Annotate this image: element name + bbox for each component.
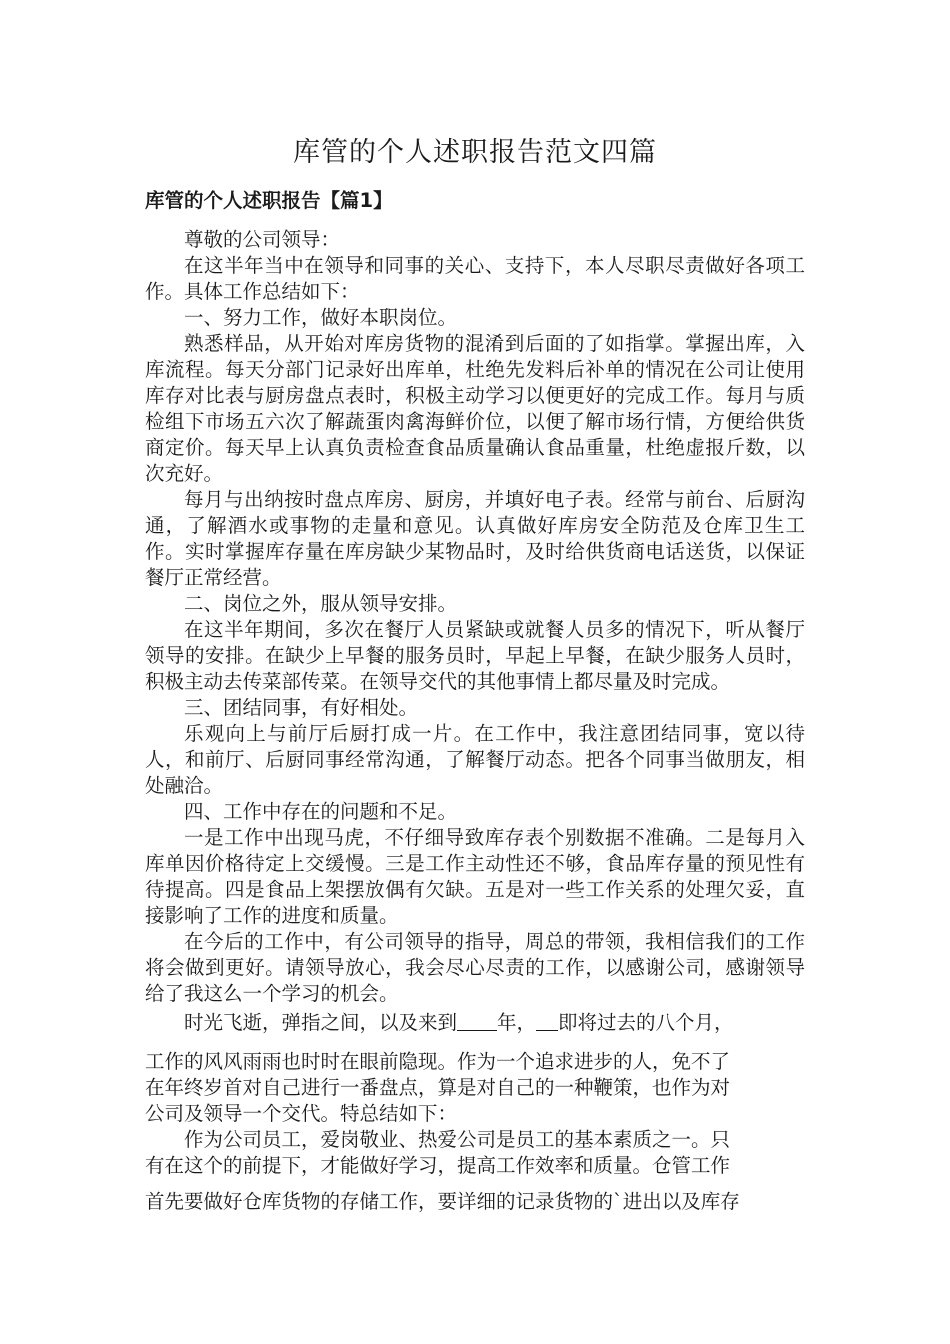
body-text [145, 227, 805, 1007]
paragraph: 在这半年期间，多次在餐厅人员紧缺或就餐人员多的情况下，听从餐厅领导的安排。在缺少上早餐的服务员时，早起上早餐，在缺少服务人员时，积极主动去传菜部传菜。在领导交代的其他事情上都尽量及时完成。 [145, 618, 805, 693]
text-line: 在年终岁首对自己进行一番盘点，算是对自己的一种鞭策，也作为对 [145, 1076, 731, 1099]
time-line-text: 时光飞逝，弹指之间，以及来到 [184, 1011, 458, 1034]
time-line-text: 年， [497, 1011, 537, 1034]
text-line: 首先要做好仓库货物的存储工作，要详细的记录货物的`进出以及库存 [145, 1190, 740, 1213]
text-line: 工作的风风雨雨也时时在眼前隐现。作为一个追求进步的人，免不了 [145, 1050, 731, 1073]
text-line: 有在这个的前提下，才能做好学习，提高工作效率和质量。仓管工作 [145, 1154, 731, 1177]
time-line-text: 即将过去的八个月， [558, 1011, 734, 1034]
text-line: 公司及领导一个交代。特总结如下： [145, 1102, 458, 1125]
paragraph: 每月与出纳按时盘点库房、厨房，并填好电子表。经常与前台、后厨沟通，了解酒水或事物的走量和意见。认真做好库房安全防范及仓库卫生工作。实时掌握库存量在库房缺少某物品时，及时给供货商电话送货，以保证餐厅正常经营。 [145, 488, 805, 589]
paragraph: 熟悉样品，从开始对库房货物的混淆到后面的了如指掌。掌握出库，入库流程。每天分部门记录好出库单，杜绝先发料后补单的情况在公司让使用库存对比表与厨房盘点表时，积极主动学习以便更好的完成工作。每月与质检组下市场五六次了解蔬蛋肉禽海鲜价位，以便了解市场行情，方便给供货商定价。每天早上认真负责检查食品质量确认食品重量，杜绝虚报斤数，以次充好。 [145, 332, 805, 485]
text-line: 作为公司员工，爱岗敬业、热爱公司是员工的基本素质之一。只 [184, 1128, 731, 1151]
blank-underline [457, 1010, 497, 1031]
blank-underline [536, 1010, 558, 1031]
document-title: 库管的个人述职报告范文四篇 [293, 137, 657, 168]
salutation: 尊敬的公司领导： [184, 228, 341, 251]
section-heading: 库管的个人述职报告【篇1】 [145, 189, 393, 212]
paragraph: 在今后的工作中，有公司领导的指导，周总的带领，我相信我们的工作将会做到更好。请领导放心，我会尽心尽责的工作，以感谢公司，感谢领导给了我这么一个学习的机会。 [145, 930, 805, 1005]
time-line [145, 1010, 805, 1036]
subheading-1: 一、努力工作，做好本职岗位。 [184, 306, 458, 329]
paragraph: 在这半年当中在领导和同事的关心、支持下，本人尽职尽责做好各项工作。具体工作总结如下： [145, 254, 805, 303]
subheading-4: 四、工作中存在的问题和不足。 [184, 800, 458, 823]
paragraph: 一是工作中出现马虎，不仔细导致库存表个别数据不准确。二是每月入库单因价格待定上交缓慢。三是工作主动性还不够，食品库存量的预见性有待提高。四是食品上架摆放偶有欠缺。五是对一些工作关系的处理欠妥，直接影响了工作的进度和质量。 [145, 826, 805, 927]
subheading-3: 三、团结同事，有好相处。 [184, 696, 419, 719]
subheading-2: 二、岗位之外，服从领导安排。 [184, 592, 458, 615]
paragraph: 乐观向上与前厅后厨打成一片。在工作中，我注意团结同事，宽以待人，和前厅、后厨同事经常沟通，了解餐厅动态。把各个同事当做朋友，相处融洽。 [145, 722, 805, 797]
